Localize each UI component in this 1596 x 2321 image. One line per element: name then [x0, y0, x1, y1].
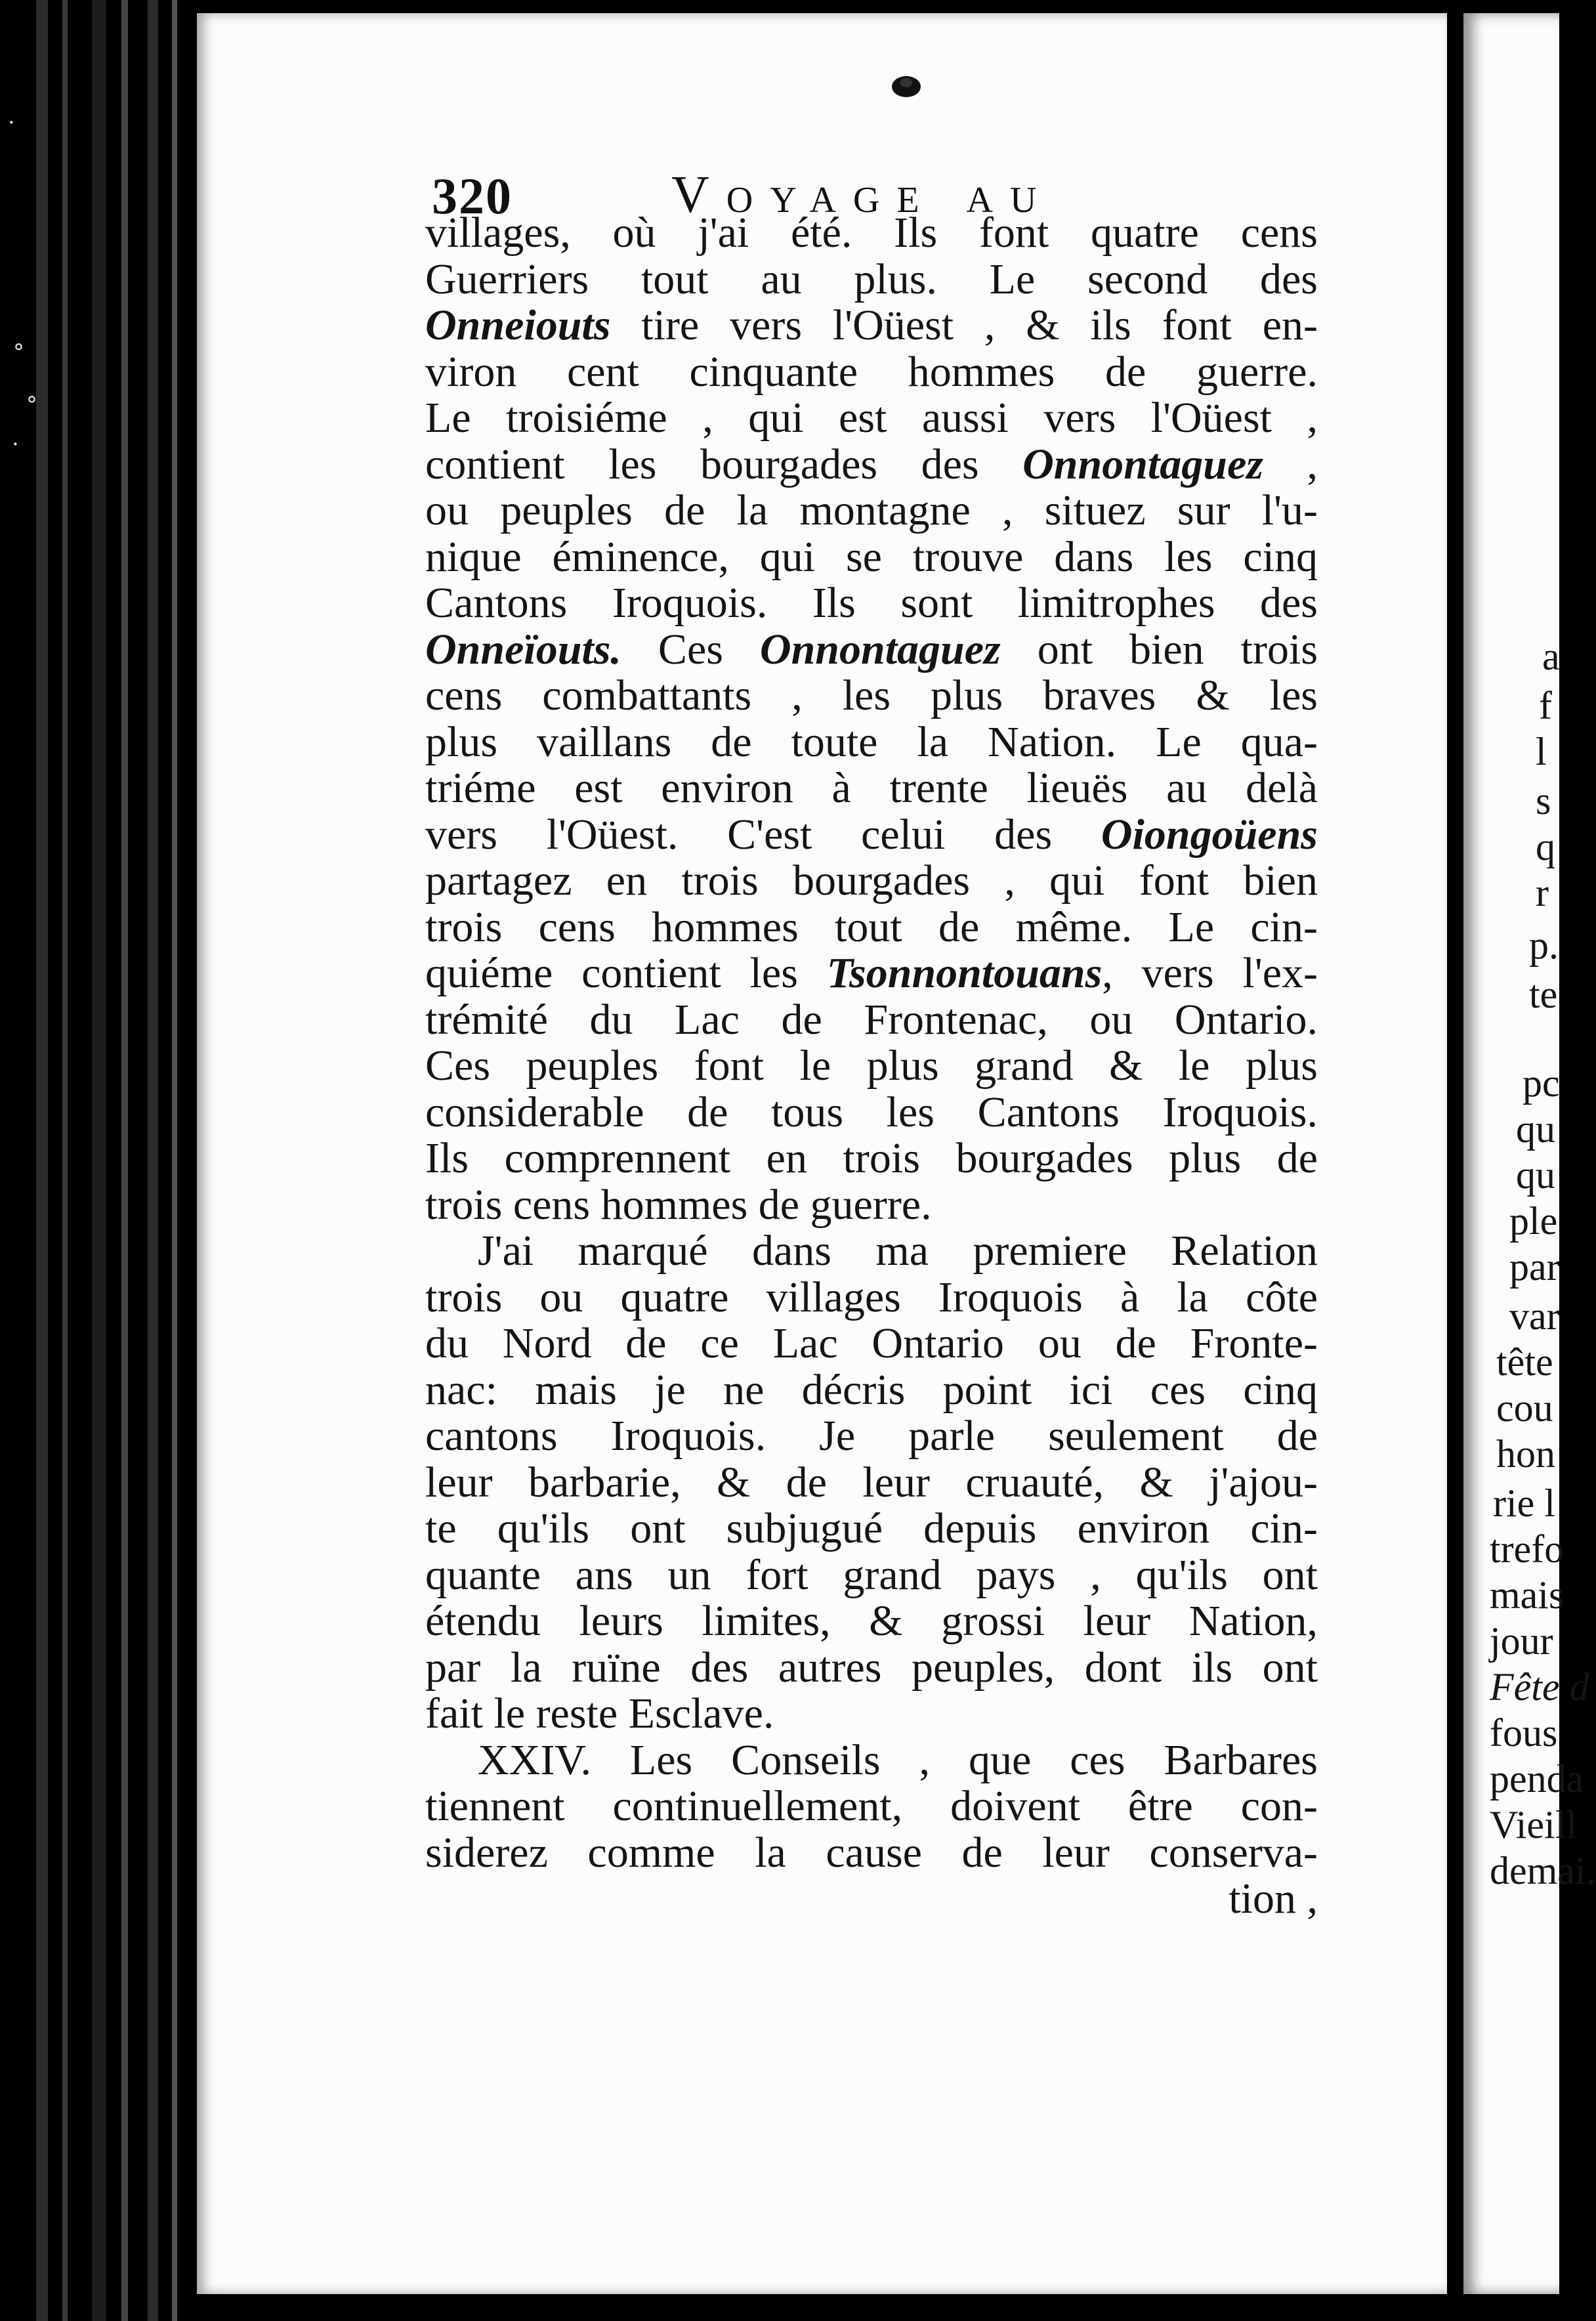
- text-line: plus vaillans de toute la Nation. Le qua-: [425, 717, 1318, 766]
- text-segment: ,: [1263, 440, 1318, 488]
- facing-page-edge: [1463, 13, 1596, 2294]
- text-line: leur barbarie, & de leur cruauté, & j'ajou-: [425, 1458, 1318, 1506]
- facing-page-text-fragment: pc: [1522, 1061, 1560, 1105]
- text-line: étendu leurs limites, & grossi leur Nation,: [425, 1597, 1318, 1645]
- text-line: viron cent cinquante hommes de guerre.: [425, 347, 1318, 396]
- facing-page-text-fragment: tête: [1496, 1340, 1553, 1384]
- text-line: trois cens hommes tout de même. Le cin-: [425, 903, 1318, 951]
- text-line: [425, 950, 1318, 997]
- text-segment: , vers l'ex-: [1102, 949, 1318, 997]
- facing-page-text-fragment: jour: [1490, 1619, 1553, 1663]
- text-line: siderez comme la cause de leur conserva-: [425, 1828, 1318, 1877]
- text-segment: quiéme contient les: [425, 949, 827, 997]
- body-text: [425, 210, 1318, 1923]
- proper-name: Onnontaguez: [1022, 440, 1263, 488]
- text-line: [425, 442, 1318, 488]
- text-line: cantons Iroquois. Je parle seulement de: [425, 1412, 1318, 1460]
- facing-page-text-fragment: f: [1539, 684, 1552, 727]
- text-line: quante ans un fort grand pays , qu'ils ont: [425, 1550, 1318, 1599]
- facing-page-text-fragment: hon: [1496, 1432, 1555, 1476]
- facing-page-text-fragment: mais: [1490, 1573, 1564, 1617]
- proper-name: Oiongoüens: [1101, 810, 1318, 859]
- text-line: villages, où j'ai été. Ils font quatre cens: [425, 209, 1318, 257]
- book-page: [197, 13, 1447, 2294]
- facing-page-text-fragment: var: [1509, 1294, 1560, 1338]
- text-line: trois ou quatre villages Iroquois à la côte: [425, 1273, 1318, 1321]
- text-line: Guerriers tout au plus. Le second des: [425, 255, 1318, 303]
- facing-page-text-fragment: penda: [1490, 1757, 1584, 1800]
- text-line: [425, 303, 1318, 349]
- page-number: 320: [432, 167, 513, 224]
- facing-page-text-fragment: te: [1529, 973, 1558, 1016]
- book-edge: · ° ° ·: [0, 0, 200, 2321]
- text-line: Ces peuples font le plus grand & le plus: [425, 1042, 1318, 1090]
- text-segment: Ces: [621, 625, 760, 673]
- facing-page-text-fragment: p.: [1529, 924, 1559, 967]
- text-line: fait le reste Esclave.: [425, 1690, 774, 1737]
- facing-page-text-fragment: par: [1509, 1245, 1560, 1288]
- text-segment: contient les bourgades des: [425, 440, 1023, 488]
- facing-page-text-fragment: ple: [1509, 1199, 1558, 1243]
- text-line: nac: mais je ne décris point ici ces cinq: [425, 1365, 1318, 1414]
- facing-page-text-fragment: q: [1536, 825, 1555, 868]
- facing-page-text-fragment: Vieill: [1490, 1803, 1578, 1846]
- facing-page-text-fragment: trefo: [1490, 1527, 1564, 1571]
- text-line: trois cens hommes de guerre.: [425, 1180, 932, 1229]
- text-line: du Nord de ce Lac Ontario ou de Fronte-: [425, 1319, 1318, 1367]
- text-line: Le troisiéme , qui est aussi vers l'Oüest ,: [425, 394, 1318, 442]
- facing-page-text-fragment: a: [1542, 635, 1560, 678]
- proper-name: Onneïouts.: [425, 625, 621, 673]
- text-line: considerable de tous les Cantons Iroquois.: [425, 1088, 1318, 1136]
- text-segment: vers l'Oüest. C'est celui des: [425, 810, 1101, 859]
- text-line: Ils comprennent en trois bourgades plus de: [425, 1134, 1318, 1182]
- ornament-icon: [886, 70, 927, 102]
- facing-page-text-fragment: demai.: [1490, 1849, 1596, 1892]
- proper-name: Onneiouts: [425, 301, 611, 349]
- facing-page-text-fragment: s: [1536, 779, 1551, 822]
- text-line: [425, 812, 1318, 859]
- facing-page-text-fragment: Fête d: [1490, 1665, 1589, 1709]
- facing-page-text-fragment: qu: [1516, 1107, 1555, 1151]
- proper-name: Tsonnontouans: [826, 949, 1102, 997]
- text-line: partagez en trois bourgades , qui font bien: [425, 857, 1318, 905]
- text-line: ou peuples de la montagne , situez sur l'u-: [425, 486, 1318, 534]
- facing-page-text-fragment: fous: [1490, 1711, 1558, 1755]
- text-line: triéme est environ à trente lieuës au delà: [425, 764, 1318, 812]
- text-line: cens combattants , les plus braves & les: [425, 671, 1318, 719]
- text-line: tion ,: [1228, 1875, 1318, 1923]
- text-line: J'ai marqué dans ma premiere Relation: [478, 1227, 1318, 1275]
- running-title: Voyage au: [671, 166, 1054, 224]
- facing-page-text-fragment: l: [1536, 730, 1547, 773]
- facing-page-text-fragment: r: [1536, 871, 1549, 914]
- proper-name: Onnontaguez: [759, 625, 1001, 673]
- facing-page-text-fragment: qu: [1516, 1153, 1555, 1197]
- text-line: te qu'ils ont subjugué depuis environ cin-: [425, 1504, 1318, 1552]
- text-line: par la ruïne des autres peuples, dont ils ont: [425, 1643, 1318, 1692]
- facing-page-text-fragment: cou: [1496, 1386, 1553, 1430]
- text-line: Cantons Iroquois. Ils sont limitrophes des: [425, 579, 1318, 627]
- text-line: nique éminence, qui se trouve dans les cinq: [425, 532, 1318, 581]
- text-line: tiennent continuellement, doivent être con-: [425, 1782, 1318, 1830]
- text-line: [425, 627, 1318, 673]
- text-line: XXIV. Les Conseils , que ces Barbares: [478, 1735, 1318, 1784]
- text-segment: ont bien trois: [1000, 625, 1318, 673]
- text-segment: tire vers l'Oüest , & ils font en-: [610, 301, 1318, 349]
- facing-page-text-fragment: rie l: [1493, 1481, 1555, 1525]
- text-line: trémité du Lac de Frontenac, ou Ontario.: [425, 995, 1318, 1044]
